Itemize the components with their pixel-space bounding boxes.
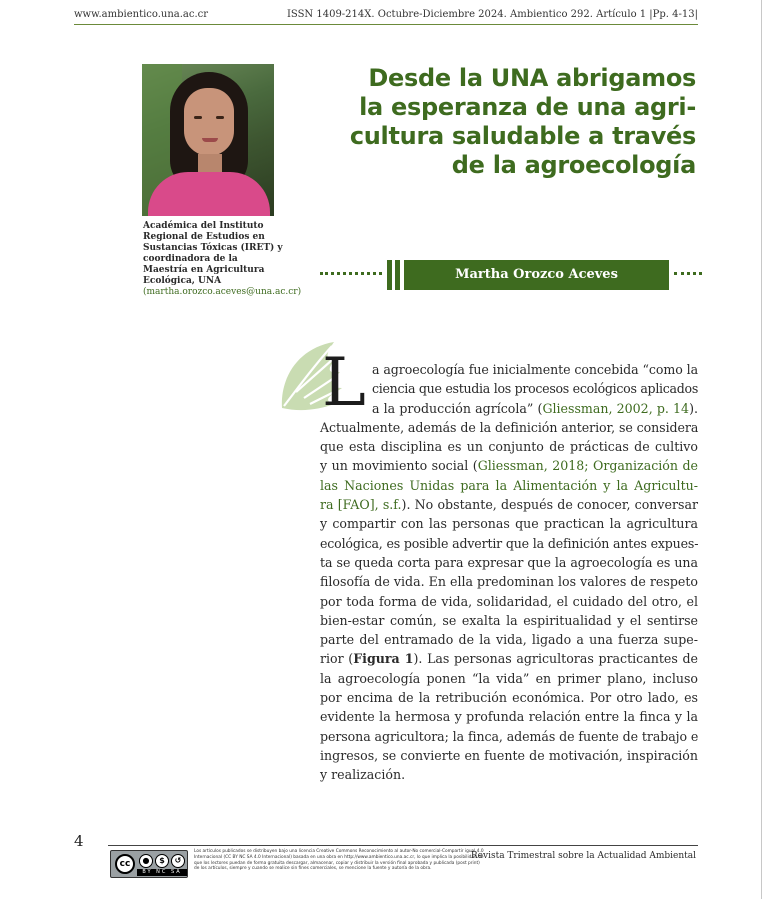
body-text-run: bien-estar común, se exalta la espiritualidad y el sentirse bbox=[320, 612, 698, 628]
body-line bbox=[320, 630, 698, 649]
title-line: de la agroecología bbox=[451, 151, 696, 179]
dotted-rule-left bbox=[320, 272, 382, 275]
title-line: la esperanza de una agri- bbox=[359, 93, 696, 121]
license-badge-labels: BY NC SA bbox=[137, 869, 187, 876]
body-line bbox=[320, 649, 698, 668]
citation-link[interactable]: Gliessman, 2002, p. 14 bbox=[542, 400, 690, 416]
body-line bbox=[320, 418, 698, 437]
header-citation: ISSN 1409-214X. Octubre-Diciembre 2024. Ambientico 292. Artículo 1 |Pp. 4-13| bbox=[286, 9, 698, 20]
body-text-run: la agroecología ponen “la vida” en primer plano, incluso bbox=[320, 670, 698, 686]
affiliation-text: Académica del Instituto Regional de Estudios en Sustancias Tóxicas (IRET) y coordinadora de la Maestría en Agricultura Ecológica, UNA bbox=[143, 221, 283, 286]
header-website: www.ambientico.una.ac.cr bbox=[74, 9, 209, 20]
author-email[interactable]: (martha.orozco.aceves@una.ac.cr) bbox=[143, 287, 302, 297]
page-edge bbox=[761, 0, 762, 899]
body-line bbox=[320, 707, 698, 726]
body-text-run: por encima de la retribución económica. Por otro lado, es bbox=[320, 690, 698, 706]
body-line bbox=[320, 669, 698, 688]
article-body bbox=[320, 360, 698, 785]
sa-icon: ↺ bbox=[171, 854, 185, 868]
body-text-run: filosofía de vida. En ella predominan los valores de respeto bbox=[320, 574, 698, 590]
body-line bbox=[320, 360, 698, 379]
accent-bar bbox=[387, 260, 392, 290]
cc-icon: cc bbox=[115, 854, 135, 874]
body-line bbox=[320, 727, 698, 746]
dotted-rule-right bbox=[674, 272, 702, 275]
body-text-run: ecológica, es posible advertir que la definición antes expues- bbox=[320, 535, 699, 551]
body-text-run: persona agricultora; la finca, además de fuente de trabajo e bbox=[320, 728, 699, 744]
title-line: cultura saludable a través bbox=[349, 122, 696, 150]
accent-bar bbox=[395, 260, 400, 290]
cc-license-badge[interactable] bbox=[110, 850, 188, 878]
body-text-run: Actualmente, además de la definición anterior, se considera bbox=[320, 419, 699, 435]
body-text-run: y un movimiento social ( bbox=[320, 458, 478, 474]
header-rule bbox=[74, 24, 698, 25]
body-line bbox=[320, 399, 698, 418]
body-line bbox=[320, 534, 698, 553]
body-line bbox=[320, 456, 698, 475]
body-text-run: ). Las personas agricultoras practicantes de bbox=[413, 651, 698, 667]
figure-reference[interactable]: Figura 1 bbox=[353, 651, 414, 667]
body-text-run: y realización. bbox=[320, 767, 406, 783]
citation-link[interactable]: ra [FAO], s.f. bbox=[320, 497, 402, 513]
body-line bbox=[320, 379, 698, 398]
author-name: Martha Orozco Aceves bbox=[404, 260, 669, 290]
author-photo bbox=[142, 64, 274, 216]
body-text-run: que esta disciplina es un conjunto de prácticas de cultivo bbox=[320, 439, 698, 455]
by-icon: ● bbox=[139, 854, 153, 868]
body-line bbox=[320, 514, 698, 533]
body-text-run: ingresos, se convierte en fuente de motivación, inspiración bbox=[320, 747, 698, 763]
nc-icon: $ bbox=[155, 854, 169, 868]
body-text-run: parte del entramado de la vida, ligado a una fuerza supe- bbox=[320, 632, 698, 648]
body-text-run: ). bbox=[689, 400, 698, 416]
author-affiliation bbox=[143, 221, 302, 298]
body-line bbox=[320, 476, 698, 495]
footer-rule bbox=[108, 845, 698, 846]
body-text-run: y compartir con las personas que practican la agricultura bbox=[320, 516, 698, 532]
body-line bbox=[320, 765, 698, 784]
body-line bbox=[320, 611, 698, 630]
citation-link[interactable]: Gliessman, 2018; Organización de bbox=[477, 458, 698, 474]
body-text-run: ). No obstante, después de conocer, conversar bbox=[401, 497, 698, 513]
body-text-run: evidente la hermosa y profunda relación entre la finca y la bbox=[320, 709, 698, 725]
body-text-run: a la producción agrícola” ( bbox=[372, 400, 543, 416]
body-text-run: a agroecología fue inicialmente concebida “como la bbox=[372, 362, 698, 377]
title-line: Desde la UNA abrigamos bbox=[368, 64, 696, 92]
body-line bbox=[320, 495, 698, 514]
journal-name: Revista Trimestral sobre la Actualidad Ambiental bbox=[470, 851, 696, 861]
body-line bbox=[320, 553, 698, 572]
article-title bbox=[336, 64, 696, 180]
license-text: Los artículos publicados se distribuyen bajo una licencia Creative Commons Reconocimiento al autor-No comercial-Compartir igual 4.0 Internacional (CC BY NC SA 4.0 Internacional) basada en una obra en http://www.ambientico.una.ac.cr, lo que implica la posibilidad de que los lectores puedan de forma gratuita descargar, almacenar, copiar y distribuir la versión final aprobada y publicada (post print) de los artículos, siempre y cuando se realice sin fines comerciales, se mencione la fuente y autoría de la obra. bbox=[194, 849, 484, 872]
page-number: 4 bbox=[74, 832, 84, 850]
drop-cap: L bbox=[322, 344, 366, 421]
body-text-run: ciencia que estudia los procesos ecológicos aplicados bbox=[372, 381, 698, 397]
body-text-run: ta se queda corta para expresar que la agroecología es una bbox=[320, 554, 698, 570]
body-line bbox=[320, 437, 698, 456]
body-line bbox=[320, 572, 698, 591]
body-line bbox=[320, 592, 698, 611]
citation-link[interactable]: las Naciones Unidas para la Alimentación y la Agricultu- bbox=[320, 477, 698, 493]
body-line bbox=[320, 746, 698, 765]
body-text-run: rior ( bbox=[320, 651, 354, 667]
body-text-run: por toda forma de vida, solidaridad, el cuidado del otro, el bbox=[320, 593, 698, 609]
body-line bbox=[320, 688, 698, 707]
